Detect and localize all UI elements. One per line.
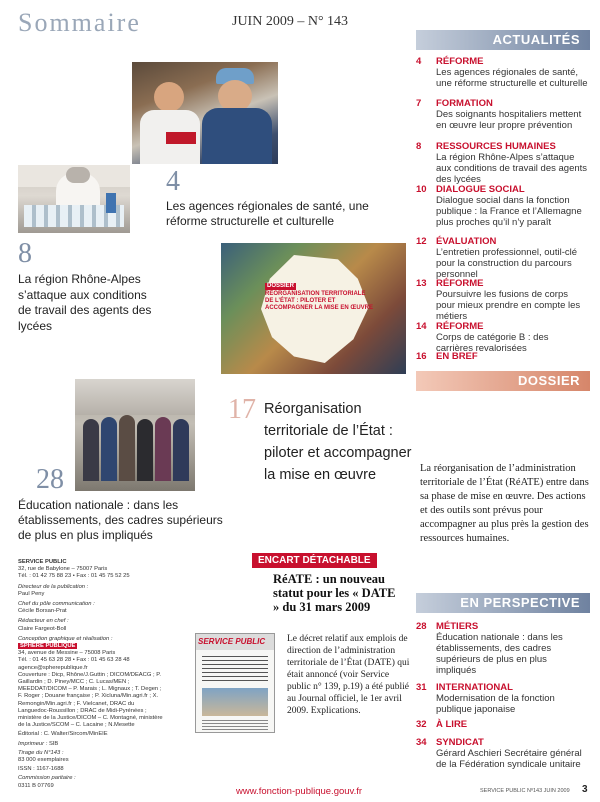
toc-item[interactable]: 31 INTERNATIONAL Modernisation de la fonction publique japonaise <box>416 682 555 715</box>
photo-dossier-cover <box>221 243 406 374</box>
page-title: Sommaire <box>18 8 141 37</box>
encart-label: ENCART DÉTACHABLE <box>252 553 377 568</box>
feature-number: 17 <box>228 394 256 425</box>
toc-item[interactable]: 8 RESSOURCES HUMAINES La région Rhône-Alpes s’attaque aux conditions de travail des agents des lycées <box>416 141 588 185</box>
photo-staff-group <box>75 379 195 491</box>
toc-item[interactable]: 4 RÉFORME Les agences régionales de santé, une réforme structurelle et culturelle <box>416 56 588 89</box>
issue-label: JUIN 2009 – N° 143 <box>232 14 349 29</box>
toc-item[interactable]: 28 MÉTIERS Éducation nationale : dans les établissements, des cadres supérieurs de plus en plus impliqués <box>416 621 563 676</box>
feature-number: 28 <box>36 464 64 495</box>
thumb-brand: SERVICE PUBLIC <box>196 634 274 650</box>
feature-title[interactable]: Réorganisation territoriale de l’État : piloter et accompagner la mise en œuvre <box>264 401 412 483</box>
toc-item[interactable]: 16 EN BREF <box>416 351 478 362</box>
toc-item[interactable]: 7 FORMATION Des soignants hospitaliers mettent en œuvre leur propre prévention <box>416 98 582 131</box>
feature-title[interactable]: La région Rhône-Alpes s’attaque aux conditions de travail des agents des lycées <box>18 272 152 333</box>
toc-item[interactable]: 32 À LIRE <box>416 719 468 730</box>
toc-item[interactable]: 14 RÉFORME Corps de catégorie B : des carrières revalorisées <box>416 321 549 354</box>
cover-kicker: DOSSIER <box>267 283 295 289</box>
toc-item[interactable]: 13 RÉFORME Poursuivre les fusions de corps pour mieux prendre en compte les métiers <box>416 278 581 322</box>
cover-title: RÉORGANISATION TERRITORIALE DE L’ÉTAT : PILOTER ET ACCOMPAGNER LA MISE EN ŒUVRE <box>265 291 374 311</box>
section-bar-dossier <box>416 371 590 391</box>
footer-url[interactable]: www.fonction-publique.gouv.fr <box>236 786 363 797</box>
toc-item[interactable]: 10 DIALOGUE SOCIAL Dialogue social dans la fonction publique : la France et l’Allemagne plus proches qu’il n’y paraît <box>416 184 582 228</box>
encart-title[interactable]: RéATE : un nouveau statut pour les « DATE » du 31 mars 2009 <box>273 572 396 614</box>
feature-number: 4 <box>166 166 180 197</box>
section-label-dossier: DOSSIER <box>517 373 580 388</box>
masthead: SERVICE PUBLIC 32, rue de Babylone – 75007 Paris Tél. : 01 42 75 88 23 • Fax : 01 45 75 52 25 Directeur de la publication : Paul Peny Chef du pôle communication : Cécile Borsan-Prat Rédacteur en chef : Claire Fargeot-Boll Conception graphique et réalisation : SPHÈRE PUBLIQUE 34, avenue de Messine – 75008 Paris Tél. : 01 45 63 28 28 • Fax : 01 45 63 28 48 agence@spherepublique.fr Couverture : Dicp, Rhône/J.Guttin ; DICOM/DEACG ; P. Gaillardin ; D. Piney/MCC ; C. Lucas/MEN ; MEEDDAT/DICOM – P. Marais ; L. Mignaux ; T. Degen ; F. Roger ; Douane française ; P. Xiclunа/Min.agri.fr ; X. Remongin/Min.agri.fr ; F. Vielcanet, DRAC du Languedoc-Roussillon ; DRAC de Midi-Pyrénées ; ministère de la Justice/DICOM – C. Montagné, ministère de la Justice/SCOM – C. Lacaine ; N.Mesette Éditorial : C. Walter/Sircom/MinEIE Imprimeur : SIB Tirage du N°143 : 83 000 exemplaires ISSN : 1167-1688 Commission paritaire : 0311 B 07769 <box>18 559 163 789</box>
section-bar-perspective <box>416 593 590 613</box>
encart-body: Le décret relatif aux emplois de direction de l’administration territoriale de l’État (DATE) qui était annoncé (voir Service public n° 139, p.19) a été publié au Journal officiel, le 1er avril 2009. Explications. <box>287 634 410 716</box>
page-number: 3 <box>582 784 588 795</box>
toc-item[interactable]: 34 SYNDICAT Gérard Aschieri Secrétaire général de la Fédération syndicale unitaire <box>416 737 582 770</box>
dossier-intro: La réorganisation de l’administration territoriale de l’État (RéATE) entre dans sa phase de mise en œuvre. Des actions et des outils sont prévus pour accompagner au plus près la gestion des ressources humaines. <box>420 463 589 544</box>
photo-kitchen-agent <box>18 165 130 233</box>
section-label-perspective: EN PERSPECTIVE <box>460 595 580 610</box>
agency-logo: SPHÈRE PUBLIQUE <box>20 643 76 650</box>
encart-thumbnail <box>195 633 275 733</box>
toc-item[interactable]: 12 ÉVALUATION L’entretien professionnel, outil-clé pour la construction du parcours personnel <box>416 236 578 280</box>
feature-title[interactable]: Les agences régionales de santé, une réforme structurelle et culturelle <box>166 199 369 228</box>
footer-imprint: SERVICE PUBLIC Nº143 JUIN 2009 <box>480 788 570 794</box>
section-label-actualites: ACTUALITÉS <box>492 32 580 47</box>
photo-medical-staff <box>132 62 278 164</box>
feature-title[interactable]: Éducation nationale : dans les établissements, des cadres supérieurs de plus en plus impliqués <box>18 498 223 542</box>
feature-number: 8 <box>18 238 32 269</box>
section-bar-actualites <box>416 30 590 50</box>
